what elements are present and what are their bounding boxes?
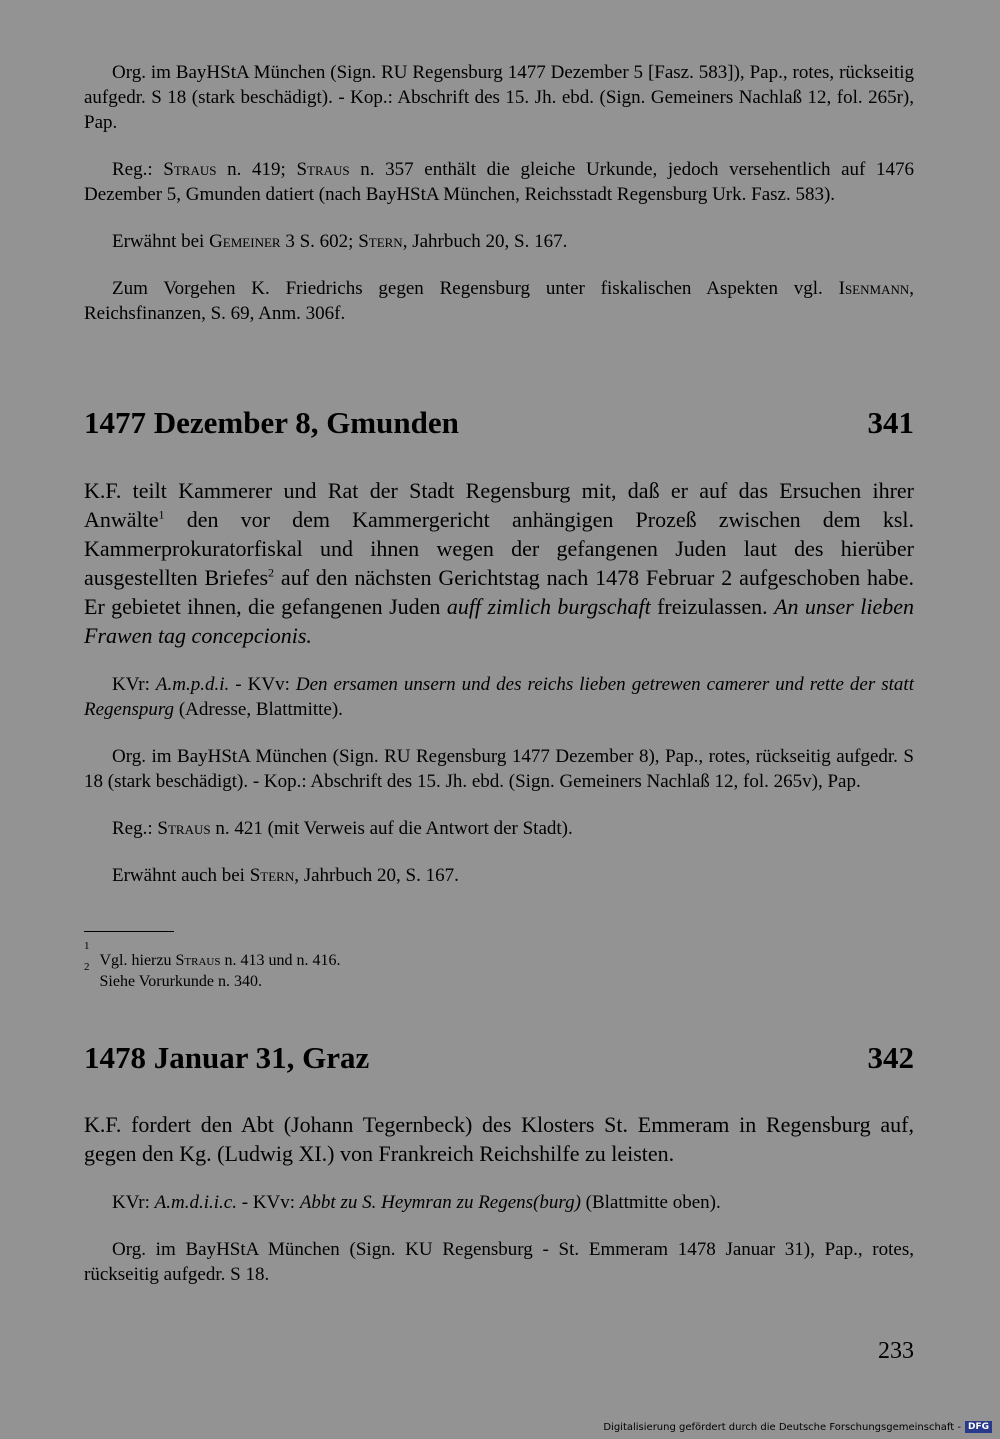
footnotes <box>84 940 914 992</box>
archive-note: Org. im BayHStA München (Sign. RU Regensburg 1477 Dezember 5 [Fasz. 583]), Pap., rotes, rückseitig aufgedr. S 18 (stark beschädigt). - Kop.: Abschrift des 15. Jh. ebd. (Sign. Gemeiners Nachlaß 12, fol. 265r), Pap. <box>84 62 914 133</box>
entry-title: 1477 Dezember 8, Gmunden <box>84 405 459 440</box>
entry-number: 342 <box>867 1040 914 1075</box>
entry-342-body <box>84 1110 914 1287</box>
regest-text: K.F. teilt Kammerer und Rat der Stadt Regensburg mit, daß er auf das Ersuchen ihrer Anwälte$^1$ den vor dem Kammergericht anhängigen Prozeß zwischen dem ksl. Kammerprokuratorfiskal und ihnen wegen der gefangenen Juden laut des hierüber ausgestellten Briefes$^2$ auf den nächsten Gerichtstag nach 1478 Februar 2 aufgeschoben habe. Er gebietet ihnen, die gefangenen Juden auff zimlich burgschaft freizulassen. An unser lieben Frawen tag concepcionis. <box>84 478 914 648</box>
regest-reference: Reg.: Straus n. 421 (mit Verweis auf die Antwort der Stadt). <box>112 818 573 839</box>
entry-341-body <box>84 476 914 888</box>
footnote-divider <box>84 931 174 932</box>
mention-note: Erwähnt bei Gemeiner 3 S. 602; Stern, Jahrbuch 20, S. 167. <box>112 231 568 252</box>
footnote-ref[interactable]: 1 <box>158 507 165 522</box>
entry-number: 341 <box>867 405 914 440</box>
archive-note: Org. im BayHStA München (Sign. RU Regensburg 1477 Dezember 8), Pap., rotes, rückseitig aufgedr. S 18 (stark beschädigt). - Kop.: Abschrift des 15. Jh. ebd. (Sign. Gemeiners Nachlaß 12, fol. 265v), Pap. <box>84 746 914 792</box>
archive-note: Org. im BayHStA München (Sign. KU Regensburg - St. Emmeram 1478 Januar 31), Pap., rotes, rückseitig aufgedr. S 18. <box>84 1239 914 1285</box>
dfg-logo-icon: DFG <box>965 1421 992 1433</box>
footer-text: Digitalisierung gefördert durch die Deutsche Forschungsgemeinschaft - <box>603 1421 961 1433</box>
entry-title: 1478 Januar 31, Graz <box>84 1040 370 1075</box>
page-number: 233 <box>878 1338 914 1364</box>
entry-341-heading <box>84 405 914 441</box>
literature-note: Zum Vorgehen K. Friedrichs gegen Regensburg unter fiskalischen Aspekten vgl. Isenmann, Reichsfinanzen, S. 69, Anm. 306f. <box>84 278 914 324</box>
regest-reference: Reg.: Straus n. 419; Straus n. 357 enthält die gleiche Urkunde, jedoch versehentlich auf 1476 Dezember 5, Gmunden datiert (nach BayHStA München, Reichsstadt Regensburg Urk. Fasz. 583). <box>84 159 915 205</box>
entry-342-heading <box>84 1040 914 1076</box>
footnote: $^1$Vgl. hierzu Straus n. 413 und n. 416. <box>84 940 341 969</box>
kanzleivermerk: KVr: A.m.p.d.i. - KVv: Den ersamen unsern und des reichs lieben getrewen camerer und rette der statt Regenspurg (Adresse, Blattmitte). <box>84 674 914 720</box>
footnote: $^2$Siehe Vorurkunde n. 340. <box>84 961 263 990</box>
top-section <box>84 60 914 326</box>
mention-note: Erwähnt auch bei Stern, Jahrbuch 20, S. 167. <box>112 865 459 886</box>
footnote-ref[interactable]: 2 <box>268 565 275 580</box>
funding-footer <box>603 1421 992 1433</box>
regest-text: K.F. fordert den Abt (Johann Tegernbeck) des Klosters St. Emmeram in Regensburg auf, gegen den Kg. (Ludwig XI.) von Frankreich Reichshilfe zu leisten. <box>84 1112 914 1166</box>
kanzleivermerk: KVr: A.m.d.i.i.c. - KVv: Abbt zu S. Heymran zu Regens(burg) (Blattmitte oben). <box>112 1192 721 1213</box>
